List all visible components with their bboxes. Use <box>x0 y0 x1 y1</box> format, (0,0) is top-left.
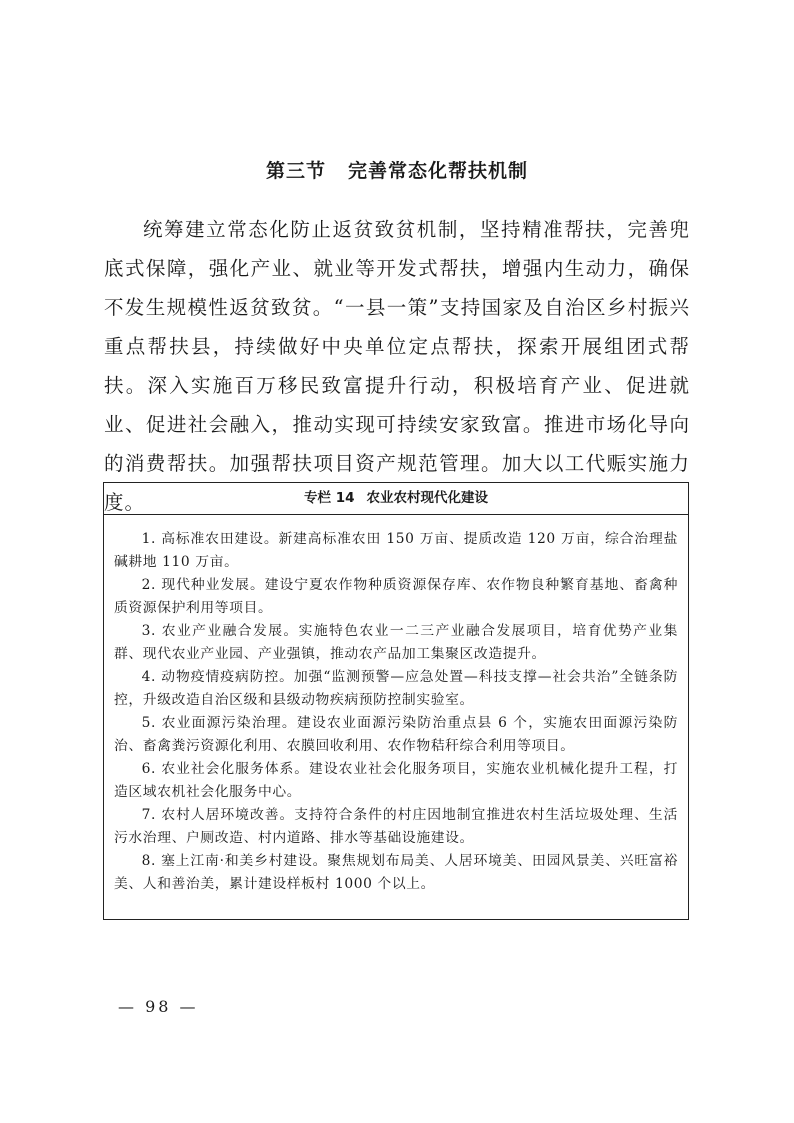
column-item: 6. 农业社会化服务体系。建设农业社会化服务项目，实施农业机械化提升工程，打造区域农机社会化服务中心。 <box>114 761 678 800</box>
column-item: 1. 高标准农田建设。新建高标准农田 150 万亩、提质改造 120 万亩，综合治理盐碱耕地 110 万亩。 <box>114 531 678 570</box>
column-box-body <box>104 515 688 896</box>
column-box-label: 专栏 14 <box>304 490 355 506</box>
column-item: 4. 动物疫情疫病防控。加强“监测预警—应急处置—科技支撑—社会共治”全链条防控，升级改造自治区级和县级动物疾病预防控制实验室。 <box>114 669 678 708</box>
column-item: 7. 农村人居环境改善。支持符合条件的村庄因地制宜推进农村生活垃圾处理、生活污水治理、户厕改造、村内道路、排水等基础设施建设。 <box>114 807 678 846</box>
column-box-header <box>104 483 688 515</box>
body-paragraph: 统筹建立常态化防止返贫致贫机制，坚持精准帮扶，完善兜底式保障，强化产业、就业等开发式帮扶，增强内生动力，确保不发生规模性返贫致贫。“一县一策”支持国家及自治区乡村振兴重点帮扶县，持续做好中央单位定点帮扶，探索开展组团式帮扶。深入实施百万移民致富提升行动，积极培育产业、促进就业、促进社会融入，推动实现可持续安家致富。推进市场化导向的消费帮扶。加强帮扶项目资产规范管理。加大以工代赈实施力度。 <box>104 218 690 514</box>
section-title: 完善常态化帮扶机制 <box>348 160 529 182</box>
column-item: 2. 现代种业发展。建设宁夏农作物种质资源保存库、农作物良种繁育基地、畜禽种质资源保护利用等项目。 <box>114 577 678 616</box>
column-item: 3. 农业产业融合发展。实施特色农业一二三产业融合发展项目，培育优势产业集群、现代农业产业园、产业强镇，推动农产品加工集聚区改造提升。 <box>114 623 678 662</box>
column-box <box>103 482 689 920</box>
column-item: 5. 农业面源污染治理。建设农业面源污染防治重点县 6 个，实施农田面源污染防治、畜禽粪污资源化利用、农膜回收利用、农作物秸秆综合利用等项目。 <box>114 715 678 754</box>
section-number: 第三节 <box>265 160 326 182</box>
page-number: — 98 — <box>118 997 199 1016</box>
column-item: 8. 塞上江南·和美乡村建设。聚焦规划布局美、人居环境美、田园风景美、兴旺富裕美、人和善治美，累计建设样板村 1000 个以上。 <box>114 853 678 892</box>
section-heading <box>0 156 794 183</box>
column-box-title: 农业农村现代化建设 <box>366 490 488 506</box>
